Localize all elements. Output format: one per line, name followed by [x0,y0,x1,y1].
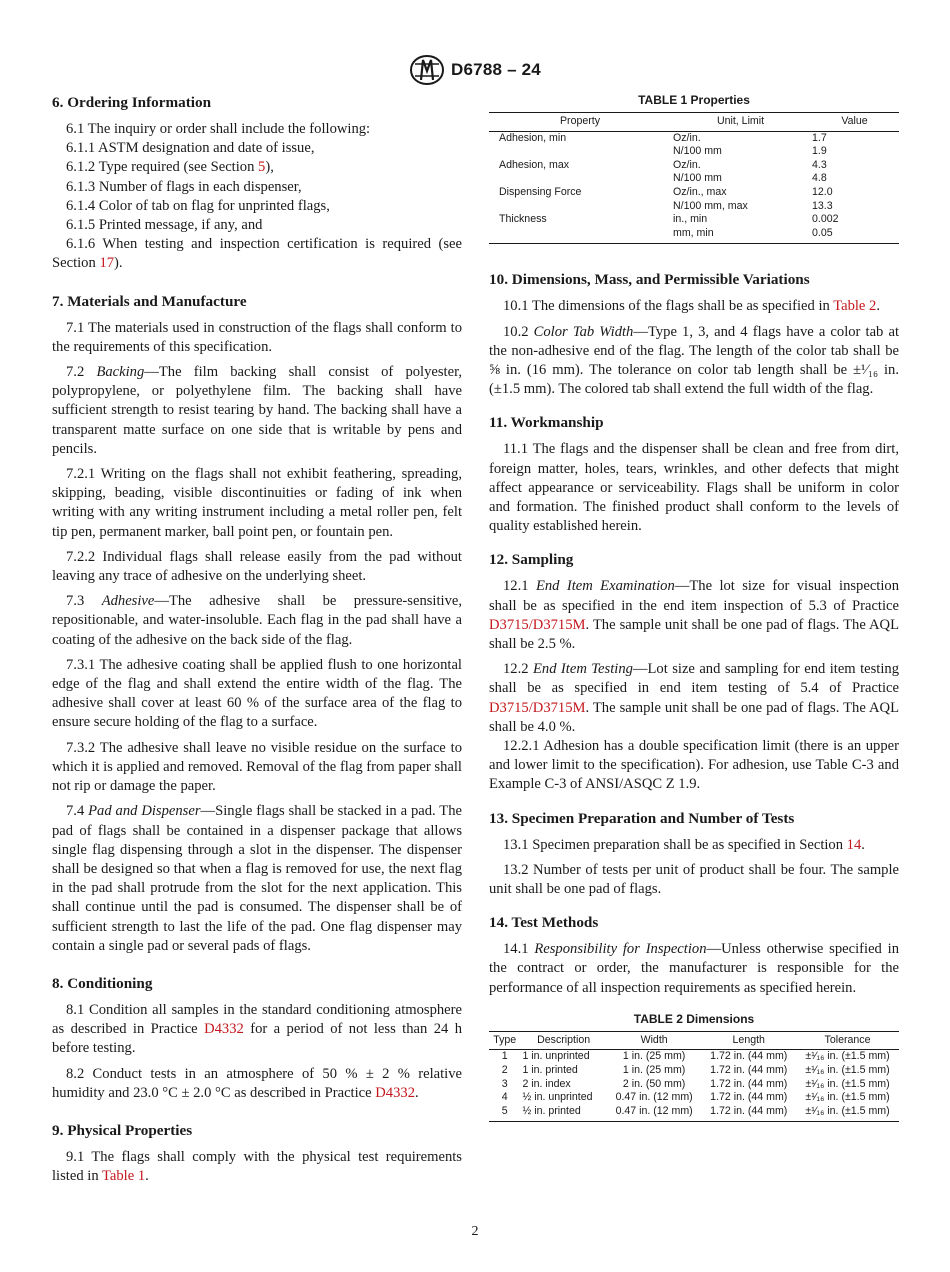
table-cell: Thickness [499,213,547,226]
page-header [0,52,950,88]
table-row [489,200,899,214]
table-cell: 13.3 [812,199,833,212]
table-cell: N/100 mm [673,145,722,158]
table-cell: 0.05 [810,227,899,244]
para-6-1: 6.1 The inquiry or order shall include the following: [66,121,371,137]
table-row [489,1105,899,1122]
left-column [52,93,462,1186]
table-cell: 1.72 in. (44 mm) [710,1064,788,1077]
table-cell: N/100 mm [673,172,722,185]
table-cell: 1.9 [812,145,827,158]
table-cell: ±¹⁄₁₆ in. (±1.5 mm) [805,1091,890,1104]
table-cell: 1 [501,1050,508,1063]
para-8-2: 8.2 Conduct tests in an atmosphere of 50 % ± 2 % relative humidity and 23.0 °C ± 2.0 °C as described in Practice D4332. [52,1065,462,1101]
table-cell: 2 in. (50 mm) [622,1077,686,1090]
para-6-1-3: 6.1.3 Number of flags in each dispenser, [66,178,302,195]
para-13-2: 13.2 Number of tests per unit of product shall be four. The sample unit shall be one pad of flags. [489,861,899,898]
section-5-link[interactable]: 5 [258,159,266,176]
table-cell: 1.72 in. (44 mm) [710,1091,788,1104]
table-cell: 3 [501,1077,508,1090]
section-13-heading: 13. Specimen Preparation and Number of Tests [489,809,795,827]
table-cell: 1 in. (25 mm) [622,1050,686,1063]
table-cell: 1.72 in. (44 mm) [710,1077,788,1090]
para-6-1-1: 6.1.1 ASTM designation and date of issue, [66,140,315,157]
table-1-link[interactable]: Table 1 [102,1168,146,1185]
table-cell: 4.8 [812,172,827,185]
table-cell: ±¹⁄₁₆ in. (±1.5 mm) [805,1064,890,1077]
table-cell: Adhesion, min [499,131,567,144]
table-cell: 2 [501,1064,508,1077]
astm-logo-icon [409,55,445,85]
para-10-1: 10.1 The dimensions of the flags shall be as specified in Table 2. [503,298,881,315]
table-row [489,159,899,173]
table-header: Length [701,1031,796,1050]
dimensions-table [489,1031,899,1123]
para-12-1: 12.1 End Item Examination—The lot size for visual inspection shall be as specified in the end item inspection of 5.3 of Practice D3715/D3715M. The sample unit shall be one pad of flags. The AQL shall be 2.5 %. [489,578,899,652]
table-cell: 1 in. printed [522,1064,578,1077]
table-row [489,131,899,145]
table-cell: Oz/in. [673,158,701,171]
table-cell: ±¹⁄₁₆ in. (±1.5 mm) [805,1050,890,1063]
table-cell: Oz/in. [673,131,701,144]
table-cell: 0.47 in. (12 mm) [607,1105,702,1122]
right-column [489,93,899,1122]
section-9-heading: 9. Physical Properties [52,1121,193,1139]
table-cell: ±¹⁄₁₆ in. (±1.5 mm) [796,1105,899,1122]
para-6-1-4: 6.1.4 Color of tab on flag for unprinted flags, [66,197,330,214]
table-2-caption: TABLE 2 Dimensions [633,1011,755,1026]
table-cell [489,145,671,159]
table-cell [489,200,671,214]
section-12-heading: 12. Sampling [489,551,574,569]
properties-table [489,112,899,244]
table-cell: in., min [673,213,708,226]
table-cell: 1 in. (25 mm) [622,1064,686,1077]
table-header: Width [607,1031,702,1050]
section-7-heading: 7. Materials and Manufacture [52,292,247,310]
table-header: Property [489,113,671,132]
table-cell: 1.72 in. (44 mm) [701,1105,796,1122]
table-cell: 4.3 [812,158,827,171]
table-row [489,227,899,244]
section-6-heading: 6. Ordering Information [52,94,212,111]
para-7-4: 7.4 Pad and Dispenser—Single flags shall be stacked in a pad. The pad of flags shall be contained in a dispenser package that allows single flag dispensing through a slot in the dispenser. The dispenser shall be designed so that when a flag is removed for use, the next flag in the pad shall protrude from the slot for the next application. This shall continue until the pad is consumed. The dispenser shall be of sufficient strength to last the life of the pad. One flag dispenser may contain a single pad or several pads of flags. [52,803,462,954]
table-row [489,1078,899,1092]
table-cell: 4 [501,1091,508,1104]
table-row [489,172,899,186]
table-cell: ½ in. printed [520,1105,606,1122]
table-cell: 1.72 in. (44 mm) [710,1050,788,1063]
table-row [489,1050,899,1064]
para-7-2-2: 7.2.2 Individual flags shall release easily from the pad without leaving any trace of adhesive on the underlying sheet. [52,548,462,585]
para-11-1: 11.1 The flags and the dispenser shall be clean and free from dirt, foreign matter, holes, tears, wrinkles, and other defects that might affect appearance or serviceability. Flags shall be uniform in color and formation. The finished product shall conform to the levels of quality established herein. [489,441,899,535]
table-row [489,186,899,200]
para-7-3-1: 7.3.1 The adhesive coating shall be applied flush to one horizontal edge of the flag and shall extend the entire width of the flag. The adhesive shall cover at least 60 % of the surface area of the flag to ensure secure holding of the flag to a surface. [52,656,462,731]
table-cell: 1.7 [812,131,827,144]
table-2-link[interactable]: Table 2 [833,298,877,315]
table-row [489,1064,899,1078]
table-cell [489,227,671,244]
table-cell: 2 in. index [522,1077,571,1090]
table-cell: 0.47 in. (12 mm) [615,1091,693,1104]
para-10-2: 10.2 Color Tab Width—Type 1, 3, and 4 flags have a color tab at the non-adhesive end of the flag. The length of the color tab shall be ⅝ in. (16 mm). The tolerance on color tab length shall be ±¹⁄₁₆ in. (±1.5 mm). The colored tab shall extend the full width of the flag. [489,323,899,398]
table-cell: Dispensing Force [499,185,582,198]
table-cell: 12.0 [812,185,833,198]
para-12-2-1: 12.2.1 Adhesion has a double specification limit (there is an upper and lower limit to the specification). For adhesion, use Table C-3 and Example C-3 of ANSI/ASQC Z 1.9. [489,738,899,793]
para-9-1: 9.1 The flags shall comply with the physical test requirements listed in Table 1. [52,1148,462,1185]
table-header: Tolerance [796,1031,899,1050]
table-row [489,1091,899,1105]
table-cell: 1 in. unprinted [522,1050,590,1063]
para-8-1: 8.1 Condition all samples in the standard conditioning atmosphere as described in Practice D4332 for a period of not less than 24 h before testing. [52,1001,463,1057]
para-7-2: 7.2 Backing—The film backing shall consist of polyester, polypropylene, or polyethylene film. The backing shall have sufficient strength to resist tearing by hand. The backing shall have a transparent matte surface on one side that is writable by pens and pencils. [52,364,463,457]
para-12-2: 12.2 End Item Testing—Lot size and sampling for end item testing shall be as specified in end item testing of 5.4 of Practice D3715/D3715M. The sample unit shall be one pad of flags. The AQL shall be 4.0 %. [489,661,900,735]
table-cell: 0.002 [812,213,839,226]
para-13-1: 13.1 Specimen preparation shall be as specified in Section 14. [503,836,865,853]
table-row [489,213,899,227]
document-designation: D6788 – 24 [451,60,541,80]
table-cell: 5 [489,1105,520,1122]
para-14-1: 14.1 Responsibility for Inspection—Unless otherwise specified in the contract or order, the manufacturer is responsible for the performance of all inspection requirements as specified herein. [489,941,900,996]
table-1-caption: TABLE 1 Properties [638,93,750,107]
table-cell [489,172,671,186]
table-row [489,145,899,159]
d3715-link[interactable]: D3715/D3715M [489,616,586,633]
table-header: Unit, Limit [671,113,810,132]
table-header: Type [489,1031,520,1050]
d4332-link[interactable]: D4332 [204,1021,244,1038]
section-14-link[interactable]: 14 [846,836,862,853]
table-cell: N/100 mm, max [673,199,748,212]
table-header: Description [520,1031,606,1050]
para-6-1-6: 6.1.6 When testing and inspection certification is required (see Section 17). [52,236,462,272]
para-6-1-2: 6.1.2 Type required (see Section 5), [66,159,274,176]
para-7-3: 7.3 Adhesive—The adhesive shall be pressure-sensitive, repositionable, and water-insoluble. Each flag in the pad shall have a coating of the adhesive on the back side of the flag. [52,593,463,648]
page-number: 2 [471,1224,479,1239]
d3715-link[interactable]: D3715/D3715M [489,699,586,716]
table-cell: ½ in. unprinted [522,1091,593,1104]
table-cell: mm, min [671,227,810,244]
table-cell: ±¹⁄₁₆ in. (±1.5 mm) [805,1077,890,1090]
section-10-heading: 10. Dimensions, Mass, and Permissible Variations [489,271,810,289]
table-cell: Adhesion, max [499,158,570,171]
d4332-link[interactable]: D4332 [375,1084,415,1101]
para-7-3-2: 7.3.2 The adhesive shall leave no visible residue on the surface to which it is applied and removed. Removal of the flag from paper shall not rip or damage the paper. [52,739,462,795]
section-14-heading: 14. Test Methods [489,914,599,932]
table-header: Value [810,113,899,132]
table-cell: Oz/in., max [673,185,727,198]
para-6-1-5: 6.1.5 Printed message, if any, and [66,217,263,234]
section-8-heading: 8. Conditioning [52,974,153,992]
section-17-link[interactable]: 17 [99,255,115,272]
section-11-heading: 11. Workmanship [489,414,604,432]
para-7-1: 7.1 The materials used in construction of the flags shall conform to the requirements of this specification. [52,319,462,355]
para-7-2-1: 7.2.1 Writing on the flags shall not exhibit feathering, spreading, skipping, beading, visible discontinuities or fading of ink when writing with any writing instrument including a metal roller pen, felt tip pen, permanent marker, ball point pen, or fountain pen. [52,466,462,540]
